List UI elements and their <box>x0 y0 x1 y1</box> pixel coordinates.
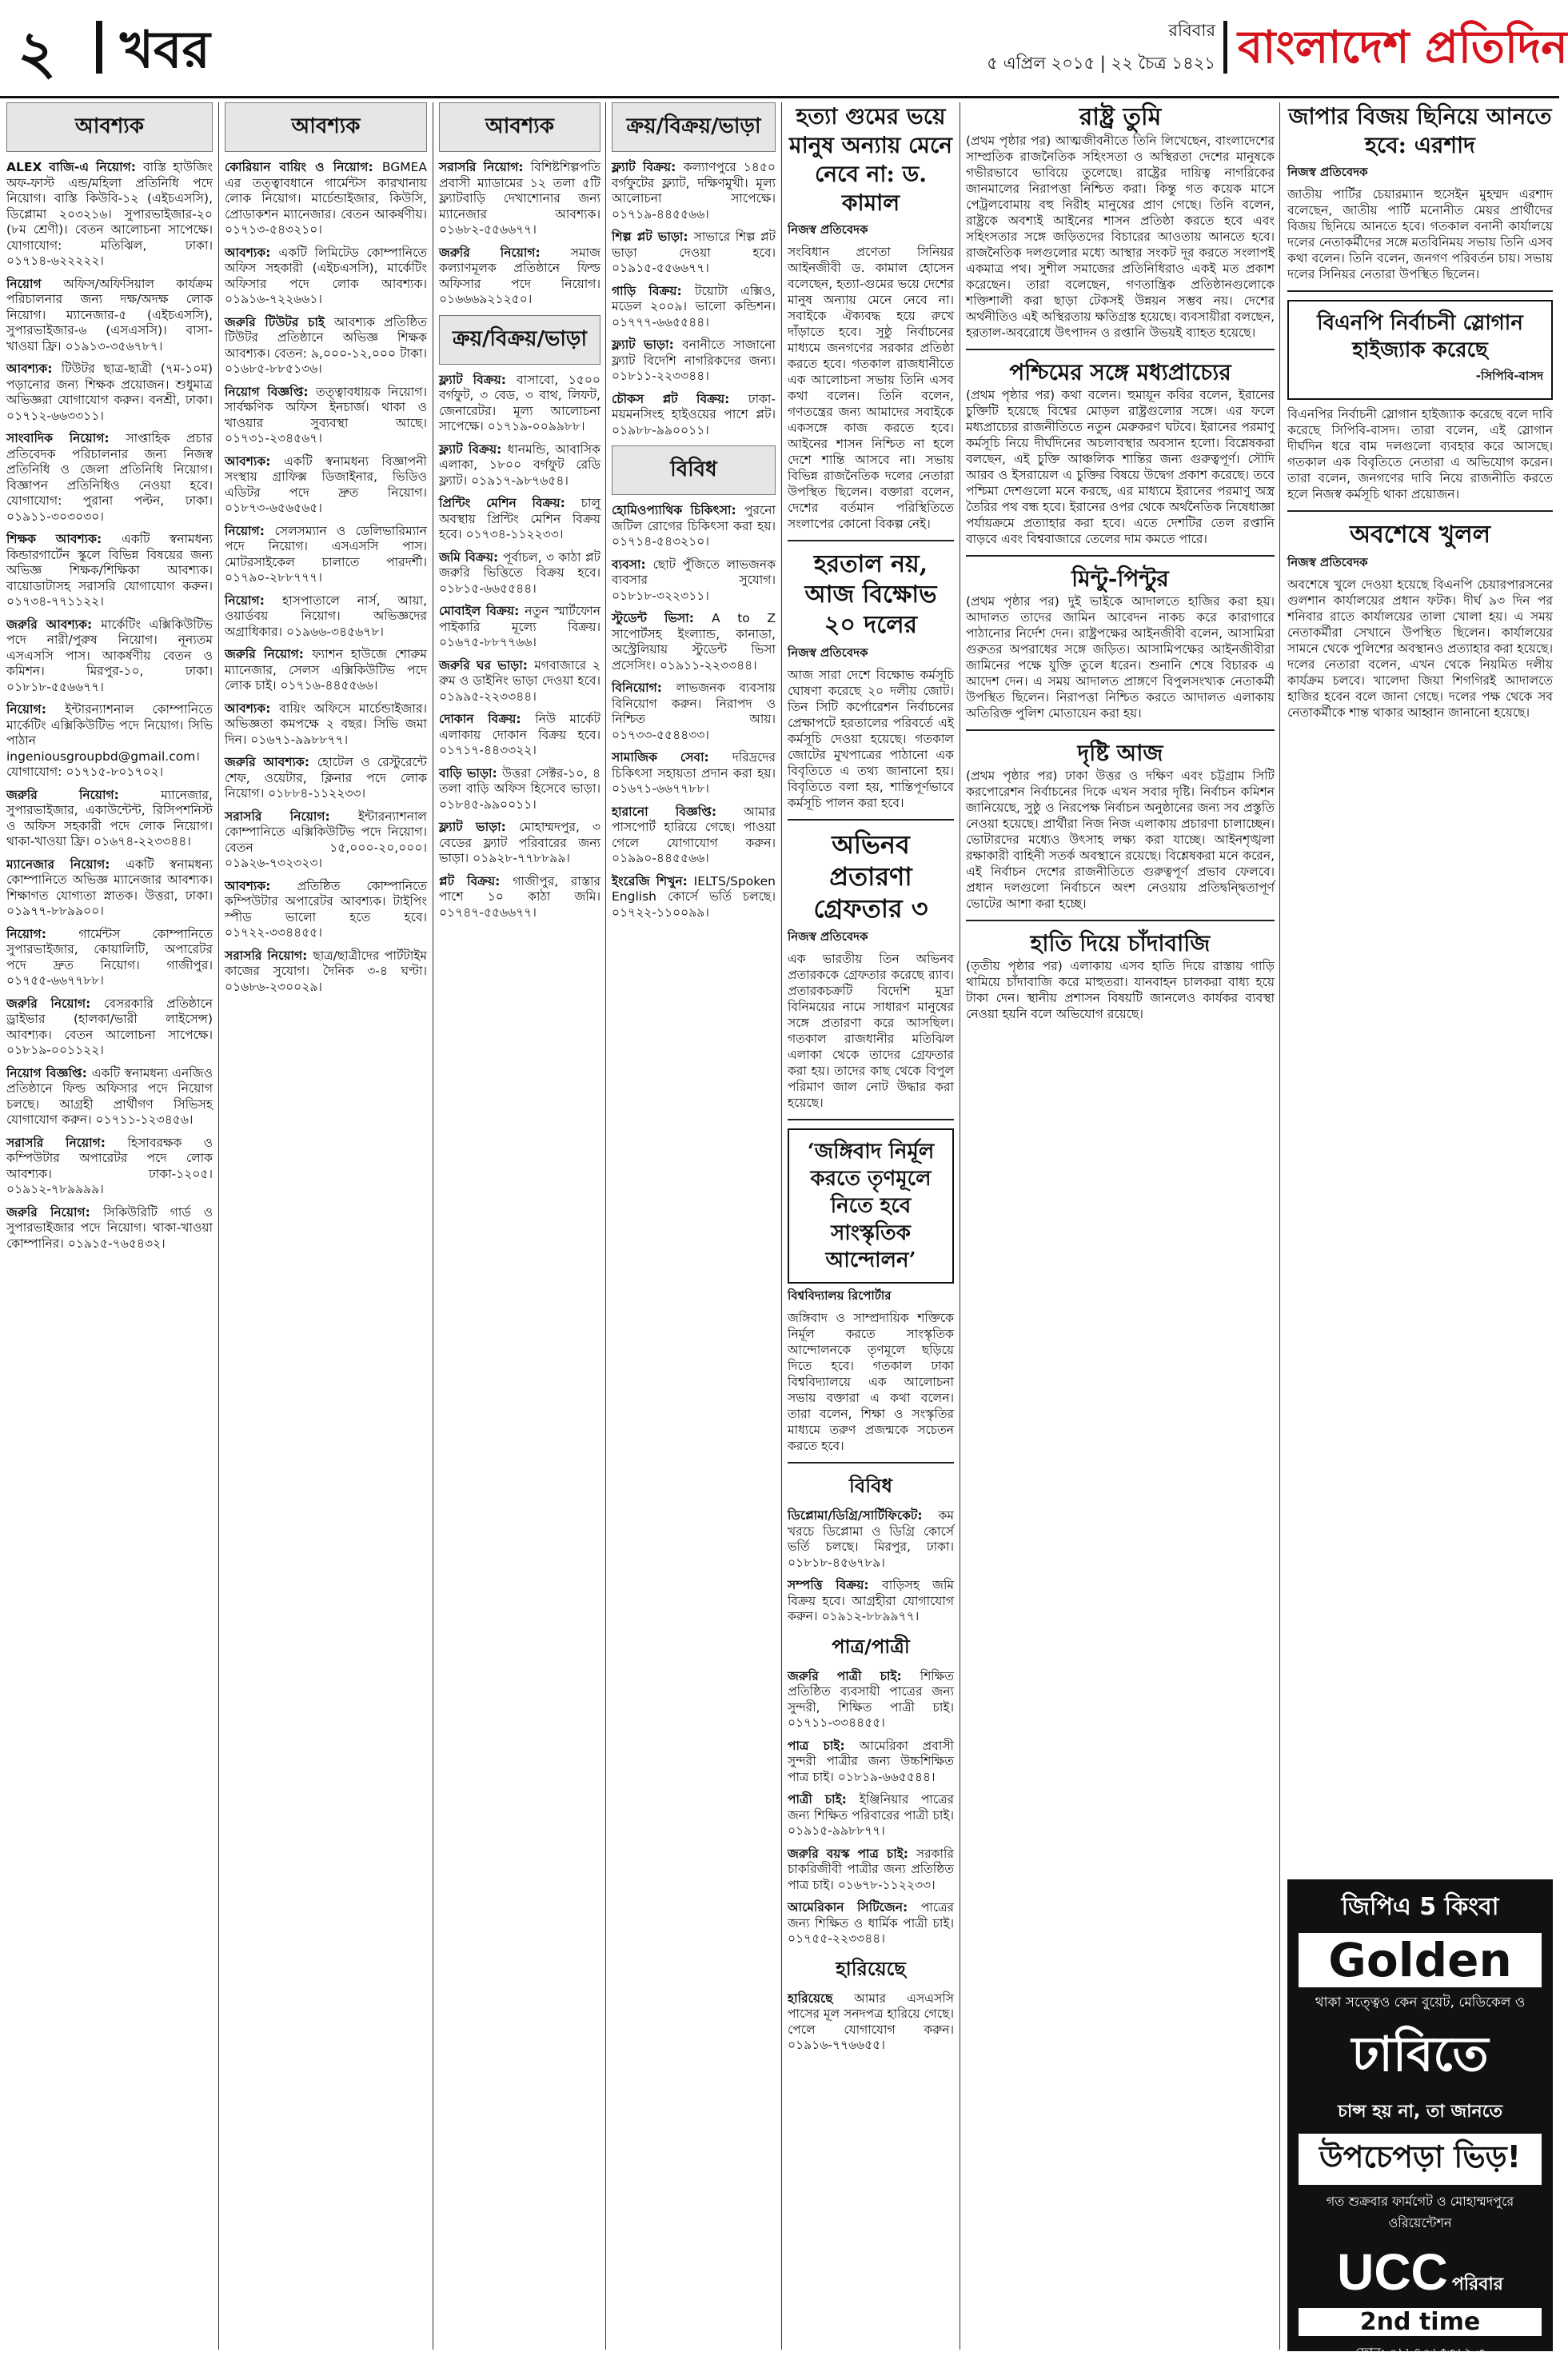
ad-text: মোহাম্মদপুর, ৩ বেডের ফ্ল্যাট পরিবারের জন্য ভাড়া। ০১৯২৮-৭৭৮৮৯৯। <box>439 820 600 865</box>
story-rule <box>1287 510 1553 512</box>
ad-lead: নিয়োগ: <box>225 593 283 608</box>
ad-text: ইন্টারন্যাশনাল কোম্পানিতে এক্সিকিউটিভ পদে নিয়োগ। বেতন ১৫,০০০-২০,০০০। ০১৯২৬-৭৩২৩২৩। <box>225 809 427 870</box>
headline-ershad: জাপার বিজয় ছিনিয়ে আনতে হবে: এরশাদ <box>1288 103 1552 158</box>
story-body: অবশেষে খুলে দেওয়া হয়েছে বিএনপি চেয়ারপারসনের গুলশান কার্যালয়ের প্রধান ফটক। দীর্ঘ ৯৩ দিন পর শনিবার রাতে কার্যালয়ের তালা খোলা হয়। এ সময় নেতাকর্মীরা সেখানে উপস্থিত ছিলেন। কার্যালয়ের সামনে থেকে পুলিশের অবস্থানও প্রত্যাহার করা হয়েছে। দলের নেতারা বলেন, এখন থেকে নিয়মিত দলীয় কার্যক্রম চলবে। খালেদা জিয়া শিগগিরই আদালতে হাজির হবেন বলে জানা গেছে। দলের পক্ষ থেকে সব নেতাকর্মীকে শান্ত থাকার আহ্বান জানানো হয়েছে। <box>1287 577 1553 720</box>
headline-fraud: অভিনব প্রতারণা গ্রেফতার ৩ <box>813 829 928 924</box>
classified-ad <box>6 160 213 270</box>
ad-text: তত্ত্বাবধায়ক নিয়োগ। সার্বক্ষণিক অফিস ইনচার্জ। থাকা ও খাওয়ার সুব্যবস্থা আছে। ০১৭৩১-২৩৪৫৬৭। <box>225 384 427 445</box>
column-divider <box>781 102 782 2350</box>
headline-state: রাষ্ট্র তুমি <box>1079 103 1162 131</box>
classified-list <box>439 160 600 308</box>
story-body: বিএনপির নির্বাচনী স্লোগান হাইজ্যাক করেছে বলে দাবি করেছে সিপিবি-বাসদ। তারা বলেন, এই স্লোগান দীর্ঘদিন ধরে বাম দলগুলো ব্যবহার করে আসছে। গতকাল এক বিবৃতিতে নেতারা এ অভিযোগ করেন। তারা বলেন, জনগণের দাবি নিয়ে রাজনীতি করতে হলে নিজস্ব কর্মসূচি থাকা প্রয়োজন। <box>1287 407 1553 501</box>
ad-text: সাপ্তাহিক প্রচার প্রতিবেদক পরিচালনার জন্য নিজস্ব প্রতিনিধি ও জেলা প্রতিনিধি নিয়োগ। বিজ্ঞাপন প্রতিনিধিও নেওয়া হবে। যোগাযোগ: পুরানা পল্টন, ঢাকা। ০১৯১১-৩০৩০৩০। <box>6 431 213 524</box>
story-rule <box>966 349 1275 350</box>
byline: নিজস্ব প্রতিবেদক <box>1287 165 1368 179</box>
classified-ad <box>225 809 427 872</box>
ad-text: একটি স্বনামধন্য এনজিও প্রতিষ্ঠানে ফিল্ড অফিসার পদে নিয়োগ চলছে। আগ্রহী প্রার্থীগণ সিভিসহ যোগাযোগ করুন। ০১৭১১-১২৩৪৫৬। <box>6 1065 213 1127</box>
ad-text: বনানীতে সাজানো ফ্ল্যাট বিদেশি নাগরিকদের জন্য। ০১৮১১-২২৩৩৪৪। <box>612 337 776 383</box>
classified-ad <box>439 820 600 867</box>
category-header: হারিয়েছে <box>836 1957 906 1980</box>
ad-lead: আমেরিকান সিটিজেন: <box>788 1900 921 1915</box>
ad-text: সিকিউরিটি গার্ড ও সুপারভাইজার পদে নিয়োগ। থাকা-খাওয়া কোম্পানির। ০১৯১৫-৭৬৫৪৩২। <box>6 1204 213 1251</box>
classified-ad <box>612 230 776 277</box>
ad-line: গত শুক্রবার ফার্মগেট ও মোহাম্মদপুরে ওরিয়েন্টেশন <box>1326 2194 1514 2230</box>
ad-lead: কোরিয়ান বায়িং ও নিয়োগ: <box>225 160 382 174</box>
ad-text: সমাজ কল্যাণমূলক প্রতিষ্ঠানে ফিল্ড অফিসার পদে নিয়োগ। ০১৬৬৬৯২১২৫০। <box>439 245 600 306</box>
headline-militancy: ‘জঙ্গিবাদ নির্মূল করতে তৃণমূলে নিতে হবে সাংস্কৃতিক আন্দোলন’ <box>807 1140 935 1272</box>
classified-list <box>612 503 776 920</box>
ad-text: আমার পাসপোর্ট হারিয়ে গেছে। পাওয়া গেলে যোগাযোগ করুন। ০১৯৯০-৪৪৫৫৬৬। <box>612 804 776 865</box>
classified-ad <box>225 385 427 447</box>
ad-lead: বাড়ি ভাড়া: <box>439 765 503 781</box>
ad-lead: প্রিন্টিং মেশিন বিক্রয়: <box>439 496 581 510</box>
ad-lead: শিক্ষক আবশ্যক: <box>6 532 122 546</box>
ad-text: বাসাবো, ১৫০০ বর্গফুট, ৩ বেড, ৩ বাথ, লিফট, জেনারেটর। মূল্য আলোচনা সাপেক্ষে। ০১৭১৯-০০৯৯৮৮। <box>439 372 600 433</box>
ad-line: পরিবার <box>1451 2274 1503 2294</box>
classified-ad <box>439 442 600 489</box>
ad-text: আবশ্যক প্রতিষ্ঠিত টিউটর প্রতিষ্ঠানে অভিজ্ঞ শিক্ষক আবশ্যক। বেতন: ৯,০০০-১২,০০০ টাকা। ০১৬৮৫-৮৮৫১৩৬। <box>225 314 427 376</box>
ad-text: কম খরচে ডিপ্লোমা ও ডিগ্রি কোর্সে ভর্তি চলছে। মিরপুর, ঢাকা। ০১৮১৮-৪৫৬৭৮৯। <box>788 1508 954 1570</box>
classified-ad <box>6 1066 213 1128</box>
ucc-logo: UCC <box>1337 2243 1448 2301</box>
story-body: জঙ্গিবাদ ও সাম্প্রদায়িক শক্তিকে নির্মূল করতে সাংস্কৃতিক আন্দোলনকে তৃণমূলে ছড়িয়ে দিতে হবে। গতকাল ঢাকা বিশ্ববিদ্যালয়ে এক আলোচনা সভায় বক্তারা এ কথা বলেন। তারা বলেন, শিক্ষা ও সংস্কৃতির মাধ্যমে তরুণ প্রজন্মকে সচেতন করতে হবে। <box>788 1311 954 1453</box>
ad-lead: চৌকস প্লট বিক্রয়: <box>612 391 748 406</box>
news-column-right <box>1287 102 1553 1870</box>
ad-text: গাজীপুর, রাস্তার পাশে ১০ কাঠা জমি। ০১৭৪৭-৫৫৬৬৭৭। <box>439 873 600 920</box>
ad-lead: নিয়োগ: <box>6 702 66 717</box>
ad-lead: ফ্ল্যাট ভাড়া: <box>439 820 520 834</box>
headline-elephant: হাতি দিয়ে চাঁদাবাজি <box>1030 930 1211 956</box>
ad-text: টিউটর ছাত্র-ছাত্রী (৭ম-১০ম) পড়ানোর জন্য শিক্ষক প্রয়োজন। শুধুমাত্র অভিজ্ঞরা যোগাযোগ করুন। বনশ্রী, ঢাকা। ০১৭১২-৬৬৩৩১১। <box>6 361 213 423</box>
ad-text: একটি স্বনামধন্য বিজ্ঞাপনী সংস্থায় গ্রাফিক্স ডিজাইনার, ভিডিও এডিটর পদে দ্রুত নিয়োগ। ০১৮৭৩-৬৫৬৫৬৫। <box>225 453 427 515</box>
classified-ad <box>788 1578 954 1625</box>
classified-ad <box>6 996 213 1059</box>
ad-line-golden: Golden <box>1299 1933 1542 1987</box>
classified-ad <box>439 766 600 813</box>
ad-text: মগবাজারে ২ রুম ও ডাইনিং ভাড়া দেওয়া হবে। ০১৯৯৫-২২৩৩৪৪। <box>439 657 601 704</box>
ad-text: গার্মেন্টস কোম্পানিতে সুপারভাইজার, কোয়ালিটি, অপারেটর পদে দ্রুত নিয়োগ। গাজীপুর। ০১৭৫৫-৬৬৭৭৮৮। <box>6 926 213 988</box>
ad-lead: ফ্ল্যাট বিক্রয়: <box>612 160 684 174</box>
classified-ad <box>788 1792 954 1839</box>
classified-list <box>788 1669 954 1947</box>
quote-box <box>788 1128 954 1284</box>
classified-ad <box>225 246 427 308</box>
ad-lead: মোবাইল বিক্রয়: <box>439 604 525 618</box>
story-rule <box>1287 290 1553 292</box>
story-body: (প্রথম পৃষ্ঠার পর) ঢাকা উত্তর ও দক্ষিণ এবং চট্টগ্রাম সিটি করপোরেশন নির্বাচনের দিকে এখন সবার দৃষ্টি। নির্বাচন কমিশন জানিয়েছে, সুষ্ঠু ও নিরপেক্ষ নির্বাচন অনুষ্ঠানের জন্য সব প্রস্তুতি নেওয়া হয়েছে। প্রার্থীরা নিজ নিজ এলাকায় প্রচারণা চালাচ্ছেন। ভোটারদের মধ্যেও উৎসাহ লক্ষ্য করা যাচ্ছে। আইনশৃঙ্খলা রক্ষাকারী বাহিনী সতর্ক অবস্থানে রয়েছে। বিশ্লেষকরা মনে করেন, এই নির্বাচন দেশের রাজনীতিতে গুরুত্বপূর্ণ প্রভাব ফেলবে। প্রধান দলগুলো নির্বাচনে অংশ নেওয়ায় প্রতিদ্বন্দ্বিতাপূর্ণ ভোটের আশা করা হচ্ছে। <box>966 769 1275 911</box>
category-header: ক্রয়/বিক্রয়/ভাড়া <box>439 315 600 365</box>
ad-text: ছাত্র/ছাত্রীদের পার্টটাইম কাজের সুযোগ। দৈনিক ৩-৪ ঘণ্টা। ০১৬৮৬-২৩০০২৯। <box>225 948 427 994</box>
headline-middle-east: পশ্চিমের সঙ্গে মধ্যপ্রাচ্যের <box>1009 359 1231 385</box>
ad-text: নিউ মার্কেট এলাকায় দোকান বিক্রয় হবে। ০১৭১৭-৪৪৩৩২২। <box>439 712 600 757</box>
newspaper-logo: বাংলাদেশ প্রতিদিন <box>1238 21 1568 74</box>
byline: নিজস্ব প্রতিবেদক <box>788 929 868 944</box>
ad-lead: সরাসরি নিয়োগ: <box>225 948 313 963</box>
story-rule <box>966 729 1275 731</box>
page-number: ২ <box>18 18 57 87</box>
ad-lead: প্লট বিক্রয়: <box>439 873 513 888</box>
ad-text: বায়িং অফিসে মার্চেন্ডাইজার। অভিজ্ঞতা কমপক্ষে ২ বছর। সিভি জমা দিন। ০১৬৭১-৯৯৮৮৭৭। <box>225 701 427 747</box>
classified-ad <box>6 788 213 850</box>
ad-lead: জরুরি টিউটর চাই <box>225 314 334 329</box>
ad-lead: পাত্র চাই: <box>788 1738 860 1753</box>
story-body: (প্রথম পৃষ্ঠার পর) দুই ভাইকে আদালতে হাজির করা হয়। আদালত তাদের জামিন আবেদন নাকচ করে কারাগারে পাঠানোর নির্দেশ দেন। রাষ্ট্রপক্ষের আইনজীবী বলেন, আসামিরা গুরুতর অপরাধের সঙ্গে জড়িত। আসামিপক্ষের আইনজীবীরা জামিনের পক্ষে যুক্তি তুলে ধরেন। শুনানি শেষে বিচারক এ আদেশ দেন। এ সময় আদালত প্রাঙ্গণে বিপুলসংখ্যক নেতাকর্মী উপস্থিত ছিলেন। নিরাপত্তা নিশ্চিত করতে আদালত এলাকায় অতিরিক্ত পুলিশ মোতায়েন করা হয়। <box>966 594 1275 721</box>
classified-ad <box>225 593 427 641</box>
ad-lead: জরুরি নিয়োগ: <box>6 787 162 802</box>
ad-line: চান্স হয় না, তা জানতে <box>1337 2102 1502 2122</box>
headline-focus: দৃষ্টি আজ <box>1077 740 1163 766</box>
classified-column-4 <box>612 102 776 2350</box>
story-rule <box>966 920 1275 921</box>
weekday: রবিবার <box>1168 21 1215 40</box>
ad-lead: সম্পত্তি বিক্রয়: <box>788 1578 883 1592</box>
classified-ad <box>612 284 776 331</box>
ad-lead: হারিয়েছে <box>788 1991 855 2006</box>
ad-lead: জরুরি আবশ্যক: <box>225 755 317 769</box>
ad-text: কল্যাণপুরে ১৪৫০ বর্গফুটের ফ্ল্যাট, দক্ষিণমুখী। মূল্য আলোচনা সাপেক্ষে। ০১৭১৯-৪৪৫৫৬৬। <box>612 160 776 222</box>
classified-ad <box>439 373 600 435</box>
ad-lead: সরাসরি নিয়োগ: <box>225 809 358 824</box>
ad-text: বেসরকারি প্রতিষ্ঠানে ড্রাইভার (হালকা/ভারী লাইসেন্স) আবশ্যক। বেতন আলোচনা সাপেক্ষে। ০১৮১৯-০০১১২২। <box>6 996 213 1057</box>
classified-ad <box>612 750 776 797</box>
classified-ad <box>6 1205 213 1252</box>
ad-text: লাভজনক ব্যবসায় বিনিয়োগ করুন। নিরাপদ ও নিশ্চিত আয়। ০১৭৩৩-৫৫৪৪৩৩। <box>612 681 776 742</box>
story-body: সংবিধান প্রণেতা সিনিয়র আইনজীবী ড. কামাল হোসেন বলেছেন, হত্যা-গুমের ভয়ে দেশের মানুষ অন্যায় মেনে নেবে না। সবাইকে ঐক্যবদ্ধ হয়ে রুখে দাঁড়াতে হবে। সুষ্ঠু নির্বাচনের মাধ্যমে জনগণের সরকার প্রতিষ্ঠা করতে হবে। গতকাল রাজধানীতে এক আলোচনা সভায় তিনি এসব কথা বলেন। তিনি বলেন, গণতন্ত্রের জন্য আমাদের সবাইকে একসঙ্গে কাজ করতে হবে। আইনের শাসন নিশ্চিত না হলে দেশে শান্তি আসবে না। সভায় বিভিন্ন রাজনৈতিক দলের নেতারা উপস্থিত ছিলেন। বক্তারা বলেন, দেশের বর্তমান পরিস্থিতিতে সংলাপের কোনো বিকল্প নেই। <box>788 245 954 531</box>
ad-lead: নিয়োগ: <box>225 523 275 538</box>
ad-lead: সামাজিক সেবা: <box>612 750 732 765</box>
classified-ad <box>788 1739 954 1786</box>
ad-lead: নিয়োগ: <box>6 926 79 941</box>
ad-text: একটি লিমিটেড কোম্পানিতে অফিস সহকারী (এইচএসসি), মার্কেটিং অফিসার পদে লোক আবশ্যক। ০১৯১৬-৭২২৬৬১। <box>225 245 428 306</box>
classified-ad <box>788 1991 954 2054</box>
ad-lead: সরাসরি নিয়োগ: <box>439 160 531 174</box>
ad-line-dhaka-university: ঢাবিতে <box>1351 2027 1489 2082</box>
ad-text: বাড়িসহ জমি বিক্রয় হবে। আগ্রহীরা যোগাযোগ করুন। ০১৯১২-৮৮৯৯৭৭। <box>788 1578 954 1623</box>
ad-lead: ব্যবসা: <box>612 557 653 572</box>
story-body: (তৃতীয় পৃষ্ঠার পর) এলাকায় এসব হাতি দিয়ে রাস্তায় গাড়ি থামিয়ে চাঁদাবাজি করে মাহুতরা। যানবাহন চালকরা বাধ্য হয়ে টাকা দেন। স্থানীয় প্রশাসন বিষয়টি জানলেও কার্যকর ব্যবস্থা নেওয়া হয়নি বলে অভিযোগ রয়েছে। <box>966 959 1275 1021</box>
ad-text: ইঞ্জিনিয়ার পাত্রের জন্য শিক্ষিত পরিবারের পাত্রী চাই। ০১৯১৫-৯৯৮৮৭৭। <box>788 1792 954 1838</box>
ad-lead: ফ্ল্যাট ভাড়া: <box>612 337 683 352</box>
category-header: আবশ্যক <box>6 102 213 152</box>
ad-lead: নিয়োগ বিজ্ঞপ্তি: <box>225 384 317 399</box>
ad-lead: সাংবাদিক নিয়োগ: <box>6 431 126 445</box>
ad-lead: আবশ্যক: <box>225 453 285 469</box>
ad-text: পূর্বাচল, ৩ কাঠা প্লট জরুরি ভিত্তিতে বিক্রয় হবে। ০১৮১৫-৬৬৫৫৪৪। <box>439 549 600 596</box>
ad-lead: জরুরি পাত্রী চাই: <box>788 1668 920 1683</box>
masthead <box>0 0 1568 98</box>
headline-hartal: হরতাল নয়, আজ বিক্ষোভ ২০ দলের <box>804 550 937 639</box>
ad-text: হাসপাতালে নার্স, আয়া, ওয়ার্ডবয় নিয়োগ। অভিজ্ঞদের অগ্রাধিকার। ০১৯৬৬-৩৪৫৬৭৮। <box>225 593 428 639</box>
classified-ad <box>6 702 213 781</box>
classified-ad <box>225 524 427 586</box>
dateline <box>896 18 1215 83</box>
ad-text: ইন্টারন্যাশনাল কোম্পানিতে মার্কেটিং এক্সিকিউটিভ পদে নিয়োগ। সিভি পাঠান ingeniousgroupbd@gmail.com। যোগাযোগ: ০১৭১৫-৮০১৭০২। <box>6 702 213 779</box>
ad-lead: জমি বিক্রয়: <box>439 549 504 565</box>
classified-ad <box>6 1136 213 1198</box>
ad-text: সরকারি চাকরিজীবী পাত্রীর জন্য প্রতিষ্ঠিত পাত্র চাই। ০১৬৭৮-১১২২৩৩। <box>788 1846 954 1892</box>
ad-lead: হোমিওপ্যাথিক চিকিৎসা: <box>612 503 744 517</box>
ad-lead: সরাসরি নিয়োগ: <box>6 1135 128 1150</box>
classified-ad <box>6 277 213 355</box>
story-rule <box>966 555 1275 557</box>
ad-lead: জরুরি ঘর ভাড়া: <box>439 657 535 673</box>
masthead-divider <box>96 21 102 74</box>
classified-ad <box>788 1669 954 1731</box>
headline-kamal: হত্যা গুমের ভয়ে মানুষ অন্যায় মেনে নেবে না: ড. কামাল <box>789 103 952 216</box>
headline-opened: অবশেষে খুলল <box>1350 521 1490 549</box>
story-body: আজ সারা দেশে বিক্ষোভ কর্মসূচি ঘোষণা করেছে ২০ দলীয় জোট। তিন সিটি কর্পোরেশন নির্বাচনের প্রেক্ষাপটে হরতালের পরিবর্তে এই কর্মসূচি দেওয়া হয়েছে। গতকাল জোটের মুখপাত্রের পাঠানো এক বিবৃতিতে এ তথ্য জানানো হয়। বিবৃতিতে বলা হয়, শান্তিপূর্ণভাবে কর্মসূচি পালন করা হবে। <box>788 668 954 810</box>
classified-ad <box>225 454 427 517</box>
ad-lead: নিয়োগ বিজ্ঞপ্তি: <box>6 1065 92 1080</box>
ad-text: সাভারে শিল্প প্লট ভাড়া দেওয়া হবে। ০১৯১৫-৫৫৬৬৭৭। <box>612 230 776 275</box>
ad-phone: ফোন: ০১৮৭০৬৫৩৬২-৩ <box>1355 2345 1486 2360</box>
ad-lead: স্টুডেন্ট ভিসা: <box>612 611 712 625</box>
ad-text: হোটেল ও রেস্টুরেন্টে শেফ, ওয়েটার, ক্লিনার পদে লোক নিয়োগ। ০১৮৮৪-১১২২৩৩। <box>225 755 427 801</box>
ad-text: বিশিষ্টশিল্পপতি প্রবাসী ম্যাডামের ১২ তলা ৫টি ফ্ল্যাটবাড়ি দেখাশোনার জন্য ম্যানেজার আবশ্যক। ০১৬৮২-৫৫৬৬৭৭। <box>439 160 600 237</box>
classified-ad <box>439 246 600 308</box>
ad-text: ফ্যাশন হাউজে শোরুম ম্যানেজার, সেলস এক্সিকিউটিভ পদে লোক চাই। ০১৭১৬-৪৪৫৫৬৬। <box>225 647 427 693</box>
classified-column-1 <box>6 102 213 2350</box>
classified-ad <box>6 532 213 610</box>
ad-text: হিসাবরক্ষক ও কম্পিউটার অপারেটর পদে লোক আবশ্যক। ঢাকা-১২০৫। ০১৯১২-৭৮৯৯৯৯। <box>6 1135 213 1196</box>
ad-lead: ম্যানেজার নিয়োগ: <box>6 857 126 872</box>
ad-lead: পাত্রী চাই: <box>788 1792 860 1807</box>
ad-text: প্রতিষ্ঠিত কোম্পানিতে কম্পিউটার অপারেটর আবশ্যক। টাইপিং স্পীড ভালো হতে হবে। ০১৭২২-৩৩৪৪৫৫। <box>225 878 427 940</box>
ad-text: দরিদ্রদের চিকিৎসা সহায়তা প্রদান করা হয়। ০১৬৭১-৬৬৭৭৮৮। <box>612 750 776 796</box>
ad-lead: জরুরি বয়স্ক পাত্র চাই: <box>788 1846 916 1861</box>
category-header: পাত্র/পাত্রী <box>832 1635 910 1658</box>
ad-lead: শিল্প প্লট ভাড়া: <box>612 230 694 244</box>
classified-ad <box>6 927 213 989</box>
ad-lead: ডিপ্লোমা/ডিগ্রি/সার্টিফিকেট: <box>788 1508 939 1523</box>
classified-ad <box>6 431 213 525</box>
classified-ad <box>439 874 600 921</box>
classified-ad <box>612 805 776 867</box>
ad-line: থাকা সত্ত্বেও কেন বুয়েট, মেডিকেল ও <box>1315 1995 1526 2011</box>
classified-ad <box>612 160 776 222</box>
ad-text: টয়োটা এক্সিও, মডেল ২০০৯। ভালো কন্ডিশন। ০১৭৭৭-৬৬৫৫৪৪। <box>612 283 776 329</box>
ad-text: উত্তরা সেক্টর-১০, ৪ তলা বাড়ি অফিস হিসেবে ভাড়া। ০১৮৪৫-৯৯০০১১। <box>439 765 600 812</box>
classified-list <box>788 1991 954 2054</box>
ad-lead: ইংরেজি শিখুন: <box>612 873 694 888</box>
ad-lead: আবশ্যক: <box>225 701 280 716</box>
ad-lead: জরুরি নিয়োগ: <box>225 647 313 661</box>
classified-ad <box>612 611 776 673</box>
ad-text: ছোট পুঁজিতে লাভজনক ব্যবসার সুযোগ। ০১৮১৮-৩২২৩১১। <box>612 557 776 603</box>
classified-ad <box>612 337 776 385</box>
ad-lead: নিয়োগ <box>6 276 64 291</box>
classified-ad <box>439 712 600 759</box>
headline-box <box>1287 300 1553 400</box>
classified-ad <box>788 1900 954 1947</box>
ad-text: নতুন স্মার্টফোন পাইকারি মূল্যে বিক্রয়। ০১৬৭৫-৮৮৭৭৬৬। <box>439 604 600 649</box>
headline-mintu: মিন্টু-পিন্টুর <box>1071 565 1169 592</box>
category-header: আবশ্যক <box>439 102 600 152</box>
logo-divider <box>1223 21 1227 74</box>
classified-ad <box>6 617 213 696</box>
classified-ad <box>225 701 427 749</box>
ad-text: বাস্তি হাউজিং অফ-ফাস্ট এন্ড/মহিলা প্রতিনিধি পদে নিয়োগ। বাস্তি কিউবি-১২ (এইচএসসি), ডিপ্লোমা ২০৩২১৬। সুপারভাইজার-২০ (৮ম শ্রেণী)। বেতন আলোচনা সাপেক্ষে। যোগাযোগ: মতিঝিল, ঢাকা। ০১৭১৪-৬২২২২২। <box>6 160 213 268</box>
ad-text: পাত্রের জন্য শিক্ষিত ও ধার্মিক পাত্রী চাই। ০১৭৫৫-২২৩৩৪৪। <box>788 1900 954 1946</box>
ad-text: একটি স্বনামধন্য কিন্ডারগার্টেন স্কুলে বিভিন্ন বিষয়ের জন্য অভিজ্ঞ শিক্ষক/শিক্ষিকা আবশ্যক। বায়োডাটাসহ সরাসরি যোগাযোগ করুন। ০১৭৩৪-৭৭১১২২। <box>6 532 213 609</box>
classified-ad <box>225 948 427 996</box>
ad-text: পুরনো জটিল রোগের চিকিৎসা করা হয়। ০১৭১৪-৫৪৩২১০। <box>612 503 776 549</box>
ad-text: BGMEA এর তত্ত্বাবধানে গার্মেন্টস কারখানায় লোক নিয়োগ। মার্চেন্ডাইজার, কিউসি, প্রোডাকশন ম্যানেজার। বেতন আকর্ষণীয়। ০১৭১৩-৫৪৩২১০। <box>225 160 427 237</box>
ad-lead: জরুরি নিয়োগ: <box>6 1204 104 1220</box>
headline-slogan: বিএনপি নির্বাচনী স্লোগান হাইজ্যাক করেছে <box>1317 311 1523 362</box>
ad-lead: আবশ্যক: <box>225 878 297 893</box>
ad-text: A to Z সাপোর্টসহ ইংল্যান্ড, কানাডা, অস্ট্রেলিয়ায় স্টুডেন্ট ভিসা প্রসেসিং। ০১৯১১-২২৩৩৪৪। <box>612 611 776 673</box>
classified-ad <box>612 392 776 439</box>
story-rule <box>788 819 954 821</box>
ad-line-crowd: উপচেপড়া ভিড়! <box>1299 2134 1542 2185</box>
classified-ad <box>612 503 776 550</box>
byline: নিজস্ব প্রতিবেদক <box>788 222 868 237</box>
news-column-center <box>966 102 1275 2350</box>
classified-ad <box>6 361 213 424</box>
classified-column-2 <box>225 102 427 2350</box>
ad-text: IELTS/Spoken English কোর্সে ভর্তি চলছে। ০১৭২২-১১০০৯৯। <box>612 873 776 920</box>
column-divider <box>1279 102 1280 2350</box>
ad-lead: জরুরি নিয়োগ: <box>6 996 105 1011</box>
category-header: আবশ্যক <box>225 102 427 152</box>
ad-text: চালু অবস্থায় প্রিন্টিং মেশিন বিক্রয় হবে। ০১৭৩৪-১১২২৩৩। <box>439 496 600 541</box>
story-rule <box>788 540 954 541</box>
ad-line: জিপিএ 5 কিংবা <box>1341 1893 1499 1921</box>
ad-text: সেলসম্যান ও ডেলিভারিম্যান পদে নিয়োগ। এসএসসি পাস। মোটরসাইকেল চালাতে পারদর্শী। ০১৭৯০-২৮৮৭৭৭। <box>225 523 427 585</box>
section-title: খবর <box>120 20 210 80</box>
date: ৫ এপ্রিল ২০১৫ | ২২ চৈত্র ১৪২১ <box>987 54 1215 73</box>
story-body: এক ভারতীয় তিন অভিনব প্রতারককে গ্রেফতার করেছে র‌্যাব। প্রতারকচক্রটি বিদেশি মুদ্রা বিনিময়ের নামে সাধারণ মানুষের সঙ্গে প্রতারণা করে আসছিল। গতকাল রাজধানীর মতিঝিল এলাকা থেকে তাদের গ্রেফতার করা হয়। তাদের কাছ থেকে বিপুল পরিমাণ জাল নোট উদ্ধার করা হয়েছে। <box>788 952 954 1110</box>
byline: -সিপিবি-বাসদ <box>1475 369 1543 383</box>
byline: নিজস্ব প্রতিবেদক <box>1287 555 1368 569</box>
classified-ad <box>439 160 600 238</box>
classified-column-3 <box>439 102 600 2350</box>
classified-list <box>6 160 213 1252</box>
category-header: বিবিধ <box>849 1475 892 1497</box>
classified-ad <box>439 604 600 651</box>
ad-lead: বিনিয়োগ: <box>612 681 676 695</box>
ad-text: আমার এসএসসি পাসের মূল সনদপত্র হারিয়ে গেছে। পেলে যোগাযোগ করুন। ০১৯১৬-৭৭৬৬৫৫। <box>788 1991 954 2052</box>
classified-ad <box>225 879 427 941</box>
column-divider <box>605 102 606 2350</box>
story-rule <box>788 1119 954 1120</box>
ad-line-2nd-time: 2nd time <box>1299 2308 1542 2336</box>
ad-text: শিক্ষিত প্রতিষ্ঠিত ব্যবসায়ী পাত্রের জন্য সুন্দরী, শিক্ষিত পাত্রী চাই। ০১৭১১-৩৩৪৪৫৫। <box>788 1668 954 1730</box>
classified-ad <box>612 557 776 605</box>
ad-lead: দোকান বিক্রয়: <box>439 712 536 726</box>
ad-lead: গাড়ি বিক্রয়: <box>612 283 696 298</box>
ad-lead: ফ্ল্যাট বিক্রয়: <box>439 441 508 457</box>
classified-ad <box>788 1847 954 1894</box>
ucc-advertisement[interactable] <box>1287 1879 1553 2360</box>
ad-lead: ALEX বাজি-এ নিয়োগ: <box>6 160 144 174</box>
classified-ad <box>612 874 776 921</box>
ad-text: আমেরিকা প্রবাসী সুন্দরী পাত্রীর জন্য উচ্চশিক্ষিত পাত্র চাই। ০১৮১৯-৬৬৫৫৪৪। <box>788 1738 954 1784</box>
ad-text: ম্যানেজার, সুপারভাইজার, একাউন্টেন্ট, রিসিপশনিস্ট ও অফিস সহকারী পদে লোক নিয়োগ। থাকা-খাওয়া ফ্রি। ০১৬৭৪-২২৩৩৪৪। <box>6 787 213 849</box>
ad-text: ঢাকা-ময়মনসিংহ হাইওয়ের পাশে প্লট। ০১৯৮৮-৯৯০০১১। <box>612 391 776 437</box>
classified-list <box>225 160 427 995</box>
classified-ad <box>788 1508 954 1571</box>
classified-ad <box>439 658 600 705</box>
news-column-left <box>788 102 954 2350</box>
classified-ad <box>439 496 600 543</box>
ad-text: ধানমন্ডি, আবাসিক এলাকা, ১৮০০ বর্গফুট রেডি ফ্ল্যাট। ০১৯১৭-৯৮৭৬৫৪। <box>439 441 600 488</box>
story-rule <box>788 1462 954 1464</box>
byline: নিজস্ব প্রতিবেদক <box>788 645 868 660</box>
classified-ad <box>225 755 427 802</box>
ad-lead: আবশ্যক: <box>225 245 279 260</box>
byline: বিশ্ববিদ্যালয় রিপোর্টার <box>788 1288 892 1303</box>
column-divider <box>218 102 219 2350</box>
ad-lead: হারানো বিজ্ঞপ্তি: <box>612 804 744 819</box>
classified-ad <box>6 857 213 920</box>
classified-list <box>439 373 600 921</box>
ad-lead: ফ্ল্যাট বিক্রয়: <box>439 372 517 387</box>
classified-list <box>612 160 776 438</box>
story-body: (প্রথম পৃষ্ঠার পর) কথা বলেন। হুমায়ূন কবির বলেন, ইরানের চুক্তিটি হয়েছে বিশ্বের মোড়ল রাষ্ট্রগুলোর সঙ্গে। এর ফলে মধ্যপ্রাচ্যের রাজনীতিতে নতুন মেরুকরণ ঘটবে। ইরানের পরমাণু কর্মসূচি নিয়ে দীর্ঘদিনের অচলাবস্থার অবসান হলো। বিশ্লেষকরা বলছেন, এই চুক্তি আঞ্চলিক শান্তির জন্য গুরুত্বপূর্ণ। সৌদি আরব ও ইসরায়েল এ চুক্তির বিষয়ে উদ্বেগ প্রকাশ করেছে। তবে পশ্চিমা দেশগুলো মনে করছে, এর মাধ্যমে ইরানের পরমাণু অস্ত্র তৈরির পথ বন্ধ হবে। ইরানের ওপর থেকে অর্থনৈতিক নিষেধাজ্ঞা পর্যায়ক্রমে প্রত্যাহার করা হবে। এতে দেশটির তেল রপ্তানি বাড়বে এবং বিশ্ববাজারে তেলের দাম কমতে পারে। <box>966 388 1275 546</box>
classified-ad <box>612 681 776 743</box>
ad-lead: আবশ্যক: <box>6 361 62 376</box>
classified-ad <box>225 647 427 694</box>
category-header: বিবিধ <box>612 445 776 495</box>
ad-text: একটি স্বনামধন্য কোম্পানিতে অভিজ্ঞ ম্যানেজার আবশ্যক। শিক্ষাগত যোগ্যতা স্নাতক। উত্তরা, ঢাকা। ০১৯৭৭-৮৮৯৯০০। <box>6 857 213 918</box>
classified-ad <box>225 315 427 377</box>
story-body: (প্রথম পৃষ্ঠার পর) আত্মজীবনীতে তিনি লিখেছেন, বাংলাদেশের সাম্প্রতিক রাজনৈতিক সহিংসতা ও অস্থিরতা দেশের মানুষকে গভীরভাবে ভাবিয়ে তুলেছে। রাষ্ট্রের দায়িত্ব নাগরিকের জানমালের নিরাপত্তা নিশ্চিত করা। কিন্তু গত কয়েক মাসে পেট্রলবোমায় বহু নিরীহ মানুষের প্রাণ গেছে। তিনি বলেন, রাষ্ট্রকে অবশ্যই আইনের শাসন প্রতিষ্ঠা করতে হবে এবং সহিংসতার সঙ্গে জড়িতদের বিচারের আওতায় আনতে হবে। রাজনৈতিক দলগুলোর মধ্যে আস্থার সংকট দূর করতে সংলাপই একমাত্র পথ। সুশীল সমাজের প্রতিনিধিরাও একই মত প্রকাশ করেছেন। তারা বলেছেন, গণতান্ত্রিক প্রতিষ্ঠানগুলোকে শক্তিশালী করা ছাড়া টেকসই উন্নয়ন সম্ভব নয়। দেশের অর্থনীতিও এই অস্থিরতায় ক্ষতিগ্রস্ত হয়েছে। ব্যবসায়ীরা বলছেন, হরতাল-অবরোধে উৎপাদন ও রপ্তানি উভয়ই ব্যাহত হয়েছে। <box>966 134 1275 340</box>
ad-text: মার্কেটিং এক্সিকিউটিভ পদে নারী/পুরুষ নিয়োগ। নূন্যতম এসএসসি পাস। আকর্ষণীয় বেতন ও কমিশন। মিরপুর-১০, ঢাকা। ০১৮১৮-৫৫৬৬৭৭। <box>6 617 213 694</box>
category-header: ক্রয়/বিক্রয়/ভাড়া <box>612 102 776 152</box>
classified-list <box>788 1508 954 1625</box>
story-body: জাতীয় পার্টির চেয়ারম্যান হুসেইন মুহম্মদ এরশাদ বলেছেন, জাতীয় পার্টি মনোনীত মেয়র প্রার্থীদের বিজয় ছিনিয়ে আনতে হবে। গতকাল বনানী কার্যালয়ে দলের নেতাকর্মীদের সঙ্গে মতবিনিময় সভায় তিনি এসব কথা বলেন। তিনি বলেন, জনগণ পরিবর্তন চায়। সভায় দলের সিনিয়র নেতারা উপস্থিত ছিলেন। <box>1287 187 1553 282</box>
ad-lead: জরুরি আবশ্যক: <box>6 617 102 632</box>
ad-text: অফিস/অফিসিয়াল কার্যক্রম পরিচালনার জন্য দক্ষ/অদক্ষ লোক নিয়োগ। ম্যানেজার-৫ (এইচএসসি), সুপারভাইজার-৬ (এসএসসি)। বাসা-খাওয়া ফ্রি। ০১৯১৩-৩৫৬৭৮৭। <box>6 276 213 353</box>
classified-ad <box>225 160 427 238</box>
ad-lead: জরুরি নিয়োগ: <box>439 245 571 260</box>
classified-ad <box>439 550 600 597</box>
